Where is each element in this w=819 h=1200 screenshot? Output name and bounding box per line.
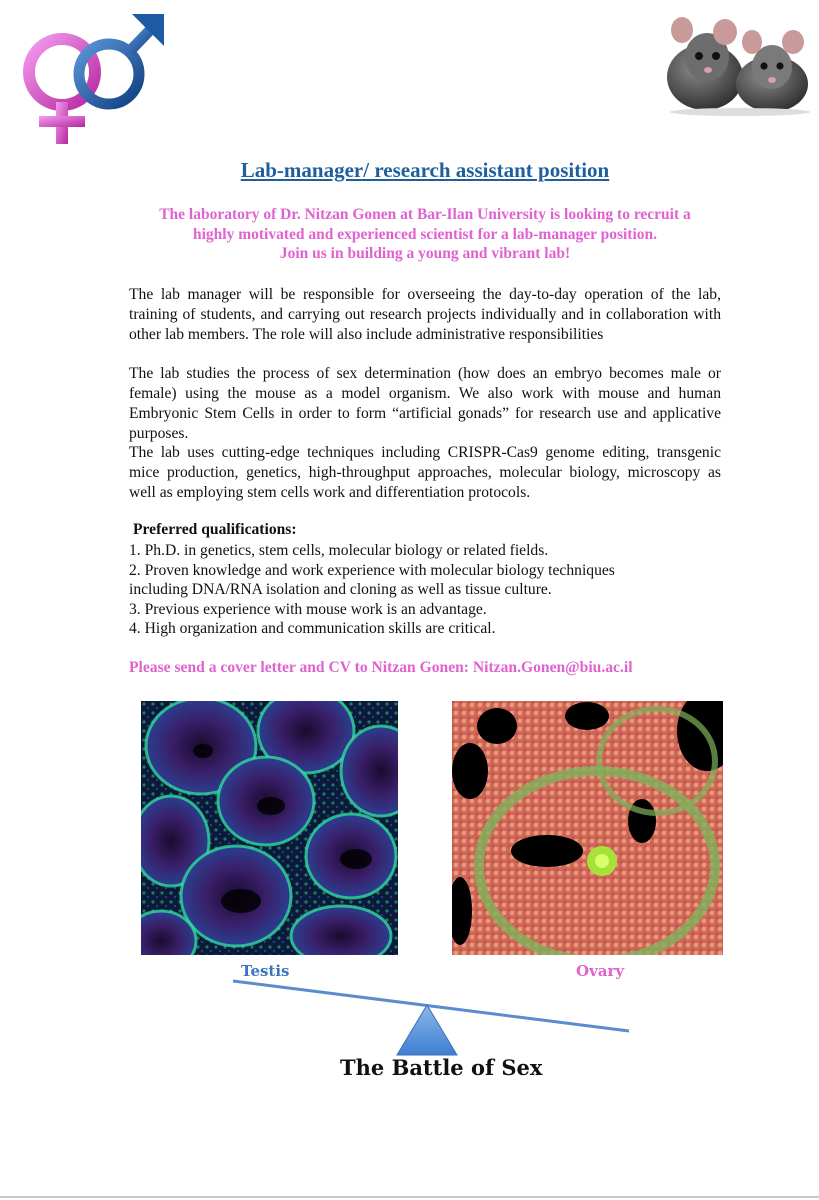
ovary-microscopy-image (452, 701, 723, 955)
contact-line: Please send a cover letter and CV to Nitzan Gonen: Nitzan.Gonen@biu.ac.il (129, 659, 633, 676)
qualification-item: 3. Previous experience with mouse work is an advantage. (129, 600, 487, 618)
fulcrum-triangle (397, 1005, 457, 1055)
qualifications-list (129, 541, 729, 639)
testis-microscopy-image (141, 701, 398, 955)
paragraph-techniques: The lab uses cutting-edge techniques including CRISPR-Cas9 genome editing, transgenic mice production, genetics, high-throughput approaches, molecular biology, microscopy as well as employing stem cells work and differentiation protocols. (129, 444, 721, 501)
testis-label: Testis (241, 962, 290, 980)
ovary-label: Ovary (576, 962, 625, 980)
qualifications-heading: Preferred qualifications: (133, 521, 297, 538)
page-divider (0, 1196, 819, 1198)
page-title: Lab-manager/ research assistant position (240, 158, 610, 182)
intro-line-1: The laboratory of Dr. Nitzan Gonen at Bar-Ilan University is looking to recruit a (159, 206, 691, 223)
qualification-item: 2. Proven knowledge and work experience with molecular biology techniques (129, 561, 615, 579)
mice-image (660, 12, 818, 116)
paragraph-role: The lab manager will be responsible for overseeing the day-to-day operation of the lab, training of students, and carrying out research projects individually and in collaboration with other lab members. The role will also include administrative responsibilities (129, 286, 721, 343)
intro-line-2: highly motivated and experienced scientist for a lab-manager position. (193, 225, 657, 243)
intro-text (110, 205, 740, 264)
paragraph-research: The lab studies the process of sex determination (how does an embryo becomes male or female) using the mouse as a model organism. We also work with mouse and human Embryonic Stem Cells in order to form “artificial gonads” for research use and applicative purposes. (129, 365, 721, 442)
intro-line-3: Join us in building a young and vibrant lab! (279, 245, 571, 262)
qualification-item: 4. High organization and communication skills are critical. (129, 620, 496, 638)
qualification-item: 1. Ph.D. in genetics, stem cells, molecular biology or related fields. (129, 542, 549, 559)
male-female-symbols-icon (14, 12, 170, 152)
figure-caption: The Battle of Sex (340, 1055, 543, 1080)
qualification-item: including DNA/RNA isolation and cloning as well as tissue culture. (129, 581, 552, 599)
balance-scale-graphic (225, 975, 635, 1060)
